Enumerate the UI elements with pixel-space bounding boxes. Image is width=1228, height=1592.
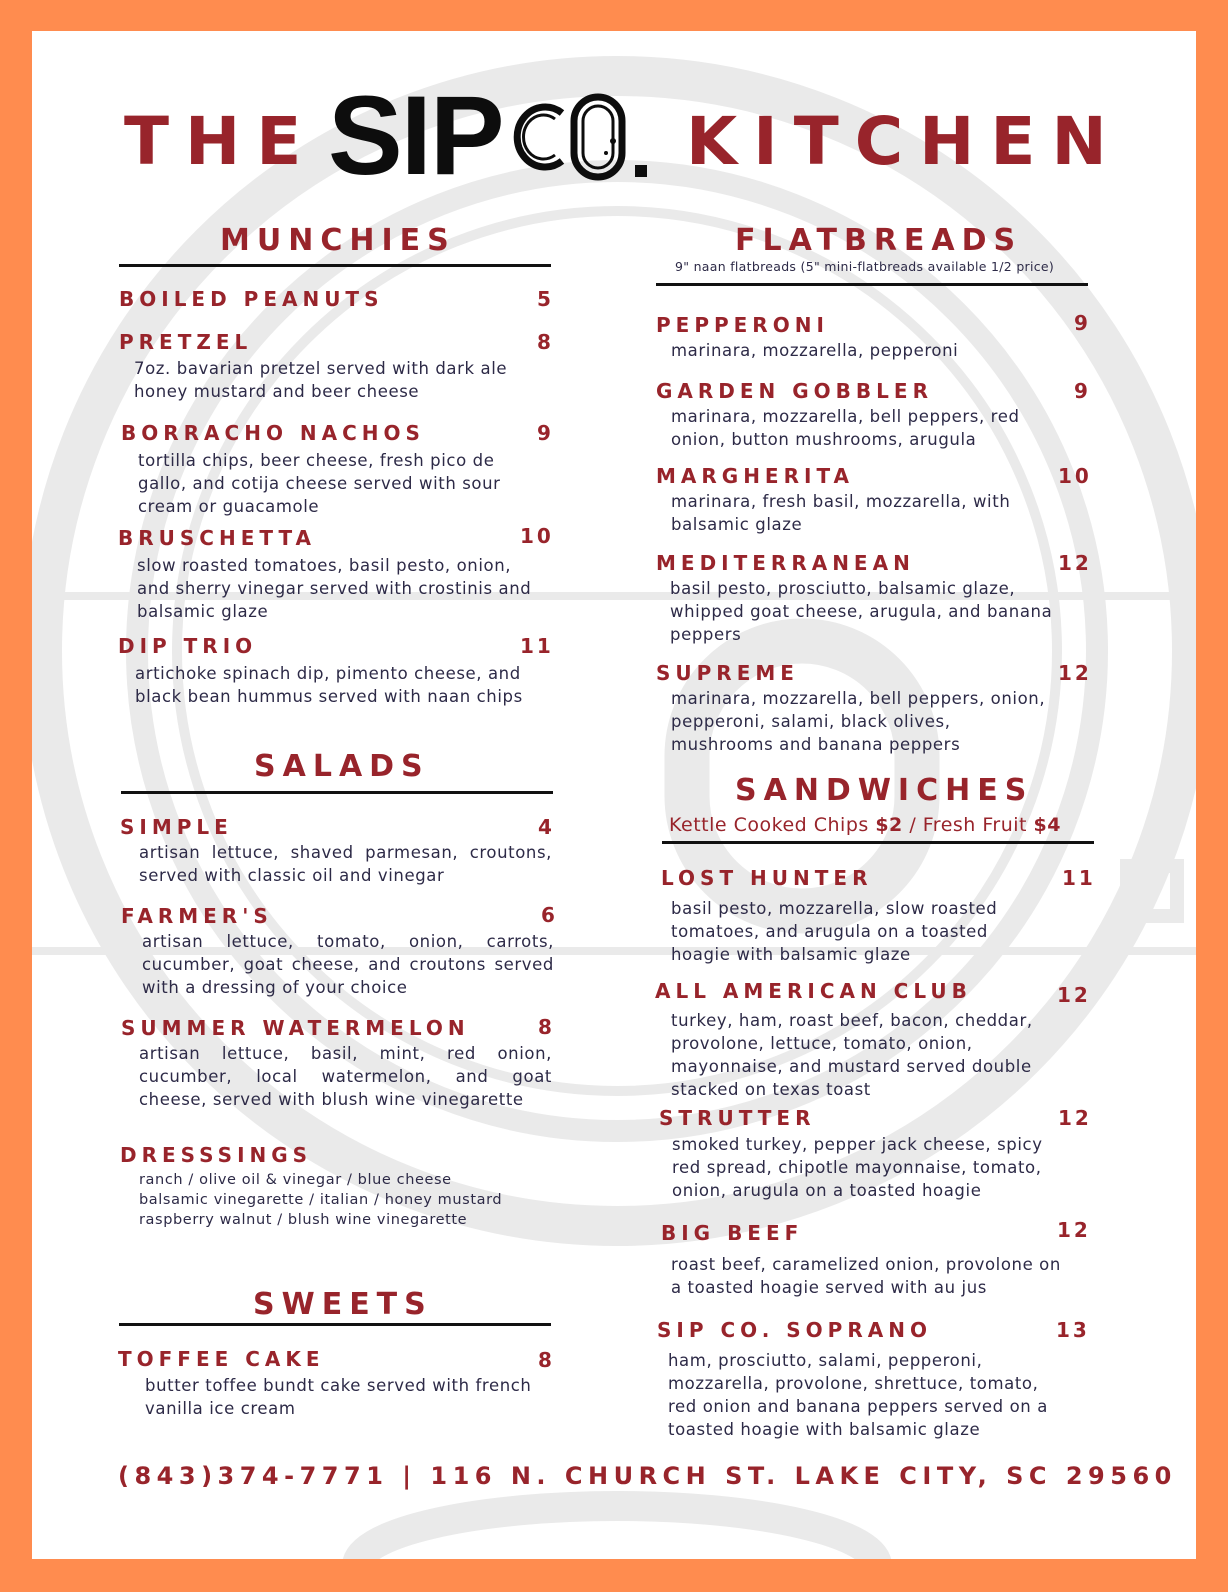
desc-line: balsamic glaze xyxy=(137,602,269,621)
desc-strutter xyxy=(672,1133,1043,1202)
desc-line: red onion and banana peppers served on a xyxy=(668,1397,1048,1416)
price-big-beef: 12 xyxy=(1057,1218,1091,1242)
desc-line: hoagie with balsamic glaze xyxy=(671,945,911,964)
dressings-list xyxy=(139,1170,502,1230)
desc-sip-co-soprano xyxy=(668,1349,1048,1441)
desc-garden-gobbler xyxy=(671,405,1020,451)
logo-sip-text: SIP xyxy=(328,73,503,198)
desc-line: onion, button mushrooms, arugula xyxy=(671,430,977,449)
desc-farmers xyxy=(142,930,554,999)
flatbreads-heading: FLATBREADS xyxy=(735,223,1023,258)
title-kitchen: KITCHEN xyxy=(686,103,1123,180)
desc-line: balsamic glaze xyxy=(671,515,803,534)
item-lost-hunter: LOST HUNTER xyxy=(661,866,873,890)
dressings-heading: DRESSSINGS xyxy=(120,1143,313,1167)
item-margherita: MARGHERITA xyxy=(656,464,855,488)
desc-line: tomatoes, and arugula on a toasted xyxy=(671,922,988,941)
price-summer-watermelon: 8 xyxy=(538,1015,555,1039)
item-all-american-club: ALL AMERICAN CLUB xyxy=(655,979,972,1003)
desc-line: artichoke spinach dip, pimento cheese, and xyxy=(135,664,521,683)
sandwiches-rule xyxy=(662,841,1094,844)
desc-line: 7oz. bavarian pretzel served with dark ale xyxy=(134,359,508,378)
desc-line: and sherry vinegar served with crostinis and xyxy=(137,579,532,598)
item-boiled-peanuts: BOILED PEANUTS xyxy=(119,287,384,311)
desc-line: mayonnaise, and mustard served double xyxy=(671,1057,1032,1076)
item-simple: SIMPLE xyxy=(120,815,233,839)
logo-co-icon xyxy=(510,91,654,183)
sweets-heading: SWEETS xyxy=(253,1287,433,1322)
price-borracho-nachos: 9 xyxy=(537,421,554,445)
title-the: THE xyxy=(124,103,318,180)
dressings-line: ranch / olive oil & vinegar / blue cheese xyxy=(139,1172,452,1188)
sides-separator: / xyxy=(902,814,923,836)
desc-line: roast beef, caramelized onion, provolone on xyxy=(671,1255,1061,1274)
desc-line: tortilla chips, beer cheese, fresh pico de xyxy=(138,451,495,470)
salads-rule xyxy=(121,791,553,794)
desc-line: artisan lettuce, basil, mint, red onion, xyxy=(139,1044,552,1063)
desc-line: butter toffee bundt cake served with french xyxy=(145,1376,532,1395)
munchies-heading: MUNCHIES xyxy=(220,223,456,258)
price-strutter: 12 xyxy=(1058,1106,1092,1130)
desc-line: basil pesto, prosciutto, balsamic glaze, xyxy=(670,579,1016,598)
desc-big-beef xyxy=(671,1253,1061,1299)
desc-line: cheese, served with blush wine vinegarette xyxy=(139,1090,524,1109)
price-boiled-peanuts: 5 xyxy=(537,287,554,311)
item-big-beef: BIG BEEF xyxy=(661,1221,804,1245)
footer-contact: (843)374-7771 | 116 N. CHURCH ST. LAKE CITY, SC 29560 xyxy=(118,1462,1177,1490)
price-supreme: 12 xyxy=(1058,661,1092,685)
item-borracho-nachos: BORRACHO NACHOS xyxy=(121,421,425,445)
desc-line: pepperoni, salami, black olives, xyxy=(671,712,951,731)
munchies-rule xyxy=(119,264,551,267)
desc-line: artisan lettuce, tomato, onion, carrots, xyxy=(142,932,554,951)
desc-all-american-club xyxy=(671,1009,1033,1101)
item-summer-watermelon: SUMMER WATERMELON xyxy=(121,1016,470,1040)
desc-line: marinara, mozzarella, bell peppers, red xyxy=(671,407,1020,426)
price-dip-trio: 11 xyxy=(520,634,554,658)
price-mediterranean: 12 xyxy=(1058,551,1092,575)
dressings-line: raspberry walnut / blush wine vinegarette xyxy=(139,1212,468,1228)
desc-line: provolone, lettuce, tomato, onion, xyxy=(671,1034,973,1053)
sandwich-sides xyxy=(669,814,1061,836)
price-farmers: 6 xyxy=(541,903,558,927)
desc-line: served with classic oil and vinegar xyxy=(139,866,445,885)
desc-line: cucumber, local watermelon, and goat xyxy=(139,1067,552,1086)
desc-mediterranean xyxy=(670,577,1052,646)
desc-line: gallo, and cotija cheese served with sour xyxy=(138,474,501,493)
desc-line: a toasted hoagie served with au jus xyxy=(671,1278,987,1297)
sandwiches-heading: SANDWICHES xyxy=(735,773,1034,808)
item-strutter: STRUTTER xyxy=(659,1106,816,1130)
desc-line: toasted hoagie with balsamic glaze xyxy=(668,1420,981,1439)
price-sip-co-soprano: 13 xyxy=(1056,1318,1090,1342)
desc-line: honey mustard and beer cheese xyxy=(134,382,420,401)
price-margherita: 10 xyxy=(1058,464,1092,488)
price-toffee-cake: 8 xyxy=(538,1348,555,1372)
desc-borracho-nachos xyxy=(138,449,501,518)
desc-line: vanilla ice cream xyxy=(145,1399,296,1418)
desc-line: marinara, mozzarella, pepperoni xyxy=(671,341,959,360)
item-mediterranean: MEDITERRANEAN xyxy=(656,551,915,575)
item-bruschetta: BRUSCHETTA xyxy=(118,526,317,550)
item-toffee-cake: TOFFEE CAKE xyxy=(118,1347,325,1371)
desc-line: basil pesto, mozzarella, slow roasted xyxy=(671,899,998,918)
desc-line: black bean hummus served with naan chips xyxy=(135,687,523,706)
desc-line: ham, prosciutto, salami, pepperoni, xyxy=(668,1351,983,1370)
item-pepperoni: PEPPERONI xyxy=(656,313,829,337)
desc-line: cucumber, goat cheese, and croutons served xyxy=(142,955,554,974)
sides-fruit-price: $4 xyxy=(1033,814,1061,836)
desc-supreme xyxy=(671,687,1045,756)
desc-line: marinara, fresh basil, mozzarella, with xyxy=(671,492,1011,511)
desc-line: cream or guacamole xyxy=(138,497,320,516)
desc-line: mozzarella, provolone, shrettuce, tomato, xyxy=(668,1374,1039,1393)
item-dip-trio: DIP TRIO xyxy=(118,634,258,658)
item-pretzel: PRETZEL xyxy=(119,330,253,354)
desc-line: with a dressing of your choice xyxy=(142,978,408,997)
desc-line: smoked turkey, pepper jack cheese, spicy xyxy=(672,1135,1043,1154)
item-garden-gobbler: GARDEN GOBBLER xyxy=(656,379,933,403)
item-supreme: SUPREME xyxy=(656,661,799,685)
sides-chips-price: $2 xyxy=(875,814,903,836)
desc-line: turkey, ham, roast beef, bacon, cheddar, xyxy=(671,1011,1033,1030)
sides-chips-label: Kettle Cooked Chips xyxy=(669,814,876,836)
desc-line: marinara, mozzarella, bell peppers, onion, xyxy=(671,689,1046,708)
desc-line: artisan lettuce, shaved parmesan, croutons, xyxy=(139,843,552,862)
desc-bruschetta xyxy=(137,554,531,623)
desc-lost-hunter xyxy=(671,897,997,966)
desc-line: stacked on texas toast xyxy=(671,1080,871,1099)
desc-line: peppers xyxy=(670,625,742,644)
desc-line: onion, arugula on a toasted hoagie xyxy=(672,1181,982,1200)
sides-fruit-label: Fresh Fruit xyxy=(922,814,1034,836)
desc-line: whipped goat cheese, arugula, and banana xyxy=(670,602,1053,621)
price-lost-hunter: 11 xyxy=(1062,866,1096,890)
price-all-american-club: 12 xyxy=(1057,983,1091,1007)
price-simple: 4 xyxy=(538,815,555,839)
desc-pretzel xyxy=(134,357,507,403)
desc-pepperoni xyxy=(671,339,958,362)
desc-simple xyxy=(139,841,552,887)
salads-heading: SALADS xyxy=(254,749,430,784)
menu-page xyxy=(32,31,1196,1559)
price-pepperoni: 9 xyxy=(1074,311,1091,335)
desc-dip-trio xyxy=(135,662,523,708)
price-garden-gobbler: 9 xyxy=(1074,379,1091,403)
desc-margherita xyxy=(671,490,1010,536)
desc-line: slow roasted tomatoes, basil pesto, onion, xyxy=(137,556,512,575)
sweets-rule xyxy=(119,1323,551,1326)
dressings-line: balsamic vinegarette / italian / honey mustard xyxy=(139,1192,503,1208)
flatbreads-note: 9" naan flatbreads (5" mini-flatbreads available 1/2 price) xyxy=(675,259,1055,274)
flatbreads-rule xyxy=(656,283,1088,286)
desc-toffee-cake xyxy=(145,1374,532,1420)
item-farmers: FARMER'S xyxy=(121,904,273,928)
desc-line: red spread, chipotle mayonnaise, tomato, xyxy=(672,1158,1042,1177)
desc-summer-watermelon xyxy=(139,1042,552,1111)
item-sip-co-soprano: SIP CO. SOPRANO xyxy=(657,1318,932,1342)
desc-line: mushrooms and banana peppers xyxy=(671,735,961,754)
price-pretzel: 8 xyxy=(537,330,554,354)
price-bruschetta: 10 xyxy=(520,524,554,548)
